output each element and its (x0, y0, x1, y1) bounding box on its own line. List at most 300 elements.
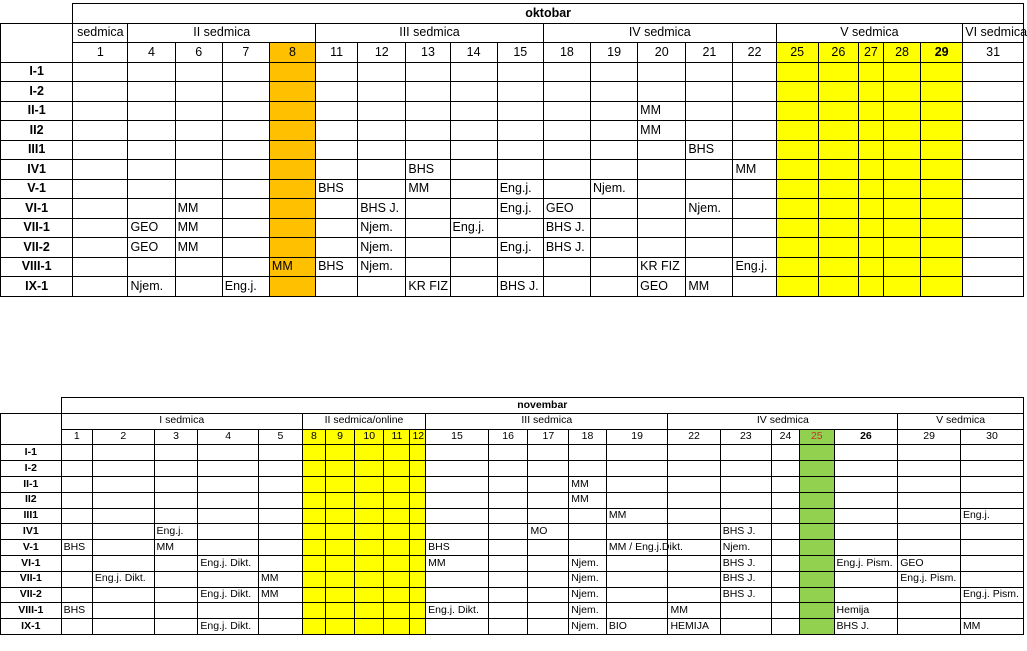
schedule-entry: Eng.j. Dikt. (198, 555, 259, 571)
day-header: 28 (883, 43, 920, 63)
schedule-cell (963, 199, 1024, 219)
class-label: VI-1 (1, 555, 62, 571)
schedule-entry: Eng.j. Dikt. (198, 619, 259, 635)
schedule-cell (384, 445, 410, 461)
day-header: 31 (963, 43, 1024, 63)
schedule-cell (818, 62, 858, 82)
class-row (1, 492, 1024, 508)
schedule-entry: MM (259, 587, 303, 603)
schedule-cell (259, 476, 303, 492)
schedule-cell (771, 619, 799, 635)
day-header: 29 (921, 43, 963, 63)
day-header: 23 (720, 429, 771, 445)
schedule-cell (384, 540, 410, 556)
schedule-cell (355, 492, 384, 508)
schedule-cell (898, 540, 961, 556)
day-header: 4 (198, 429, 259, 445)
schedule-entry: MM (175, 199, 222, 219)
schedule-cell (222, 62, 269, 82)
schedule-cell (175, 121, 222, 141)
class-row (1, 218, 1024, 238)
schedule-cell (222, 140, 269, 160)
schedule-entry: BHS J. (497, 277, 543, 297)
schedule-cell (963, 257, 1024, 277)
schedule-cell (73, 257, 128, 277)
week-header: sedmica (73, 23, 128, 43)
schedule-cell (410, 445, 426, 461)
schedule-cell (450, 257, 497, 277)
schedule-cell (834, 476, 898, 492)
schedule-cell (528, 476, 569, 492)
schedule-cell (61, 619, 92, 635)
class-label: V-1 (1, 540, 62, 556)
schedule-entry: Njem. (569, 603, 607, 619)
schedule-cell (668, 524, 720, 540)
schedule-cell (450, 140, 497, 160)
schedule-cell (488, 445, 528, 461)
schedule-cell (488, 603, 528, 619)
schedule-entry: MM (606, 508, 668, 524)
schedule-cell (883, 82, 920, 102)
day-header: 14 (450, 43, 497, 63)
week-header-row (1, 23, 1024, 43)
schedule-cell (963, 82, 1024, 102)
schedule-cell (73, 199, 128, 219)
class-label: IX-1 (1, 277, 73, 297)
schedule-cell (358, 101, 406, 121)
schedule-cell (355, 603, 384, 619)
schedule-entry: MM (668, 603, 720, 619)
schedule-cell (898, 524, 961, 540)
schedule-cell (73, 101, 128, 121)
schedule-entry: BHS (686, 140, 733, 160)
schedule-cell (883, 160, 920, 180)
schedule-cell (818, 257, 858, 277)
schedule-cell (818, 238, 858, 258)
schedule-cell (92, 461, 154, 477)
schedule-cell (800, 445, 834, 461)
schedule-cell (269, 179, 315, 199)
schedule-cell (222, 82, 269, 102)
schedule-cell (800, 603, 834, 619)
schedule-cell (960, 524, 1023, 540)
schedule-cell (606, 571, 668, 587)
schedule-cell (800, 555, 834, 571)
day-header: 26 (818, 43, 858, 63)
schedule-cell (61, 492, 92, 508)
schedule-cell (776, 160, 818, 180)
schedule-cell (834, 492, 898, 508)
schedule-cell (668, 445, 720, 461)
schedule-cell (154, 619, 198, 635)
schedule-cell (818, 121, 858, 141)
schedule-cell (302, 555, 325, 571)
schedule-cell (858, 199, 883, 219)
schedule-cell (316, 62, 358, 82)
schedule-cell (410, 540, 426, 556)
day-header: 22 (668, 429, 720, 445)
schedule-cell (638, 179, 686, 199)
day-header: 8 (269, 43, 315, 63)
schedule-cell (960, 492, 1023, 508)
schedule-cell (858, 160, 883, 180)
schedule-cell (73, 82, 128, 102)
schedule-cell (325, 540, 354, 556)
schedule-entry: Eng.j. Dikt. (426, 603, 489, 619)
schedule-cell (606, 445, 668, 461)
schedule-cell (384, 492, 410, 508)
schedule-cell (638, 199, 686, 219)
schedule-entry: BHS (316, 257, 358, 277)
schedule-cell (269, 218, 315, 238)
day-header: 24 (771, 429, 799, 445)
schedule-cell (818, 277, 858, 297)
schedule-cell (921, 238, 963, 258)
schedule-cell (668, 492, 720, 508)
schedule-entry: BIO (606, 619, 668, 635)
class-row (1, 238, 1024, 258)
schedule-cell (73, 160, 128, 180)
week-header: V sedmica (776, 23, 963, 43)
schedule-cell (606, 476, 668, 492)
schedule-cell (222, 257, 269, 277)
schedule-cell (198, 476, 259, 492)
schedule-cell (921, 62, 963, 82)
day-header: 29 (898, 429, 961, 445)
schedule-cell (128, 101, 175, 121)
schedule-cell (497, 121, 543, 141)
class-row (1, 603, 1024, 619)
schedule-cell (384, 461, 410, 477)
class-label: V-1 (1, 179, 73, 199)
schedule-cell (175, 179, 222, 199)
day-header: 8 (302, 429, 325, 445)
schedule-cell (61, 461, 92, 477)
class-row (1, 524, 1024, 540)
schedule-cell (858, 101, 883, 121)
schedule-cell (358, 140, 406, 160)
class-label: VI-1 (1, 199, 73, 219)
schedule-entry: KR FIZ (638, 257, 686, 277)
schedule-cell (488, 492, 528, 508)
schedule-entry: Eng.j. Dikt. (198, 587, 259, 603)
class-row (1, 179, 1024, 199)
schedule-entry: MM (406, 179, 450, 199)
schedule-cell (776, 62, 818, 82)
schedule-cell (410, 619, 426, 635)
schedule-entry: MM / Eng.j.Dikt. (606, 540, 668, 556)
schedule-cell (800, 461, 834, 477)
schedule-cell (426, 508, 489, 524)
class-row (1, 160, 1024, 180)
schedule-cell (450, 62, 497, 82)
month-title: oktobar (73, 4, 1024, 24)
schedule-cell (638, 62, 686, 82)
schedule-cell (776, 179, 818, 199)
schedule-cell (302, 587, 325, 603)
schedule-cell (771, 492, 799, 508)
schedule-cell (606, 603, 668, 619)
schedule-cell (92, 555, 154, 571)
day-header: 2 (92, 429, 154, 445)
schedule-entry: MM (175, 218, 222, 238)
schedule-cell (921, 218, 963, 238)
schedule-entry: MM (960, 619, 1023, 635)
schedule-cell (410, 492, 426, 508)
schedule-cell (668, 476, 720, 492)
schedule-cell (686, 218, 733, 238)
schedule-entry: BHS J. (720, 571, 771, 587)
schedule-cell (771, 461, 799, 477)
schedule-cell (128, 257, 175, 277)
week-header: V sedmica (898, 413, 1024, 429)
week-header: III sedmica (426, 413, 668, 429)
schedule-entry: MO (528, 524, 569, 540)
schedule-cell (450, 160, 497, 180)
schedule-cell (384, 476, 410, 492)
schedule-cell (638, 238, 686, 258)
schedule-cell (302, 476, 325, 492)
schedule-cell (960, 445, 1023, 461)
schedule-entry: MM (569, 492, 607, 508)
schedule-cell (92, 508, 154, 524)
week-header: VI sedmica (963, 23, 1024, 43)
schedule-cell (302, 524, 325, 540)
schedule-cell (61, 476, 92, 492)
schedule-entry: MM (259, 571, 303, 587)
schedule-entry: KR FIZ (406, 277, 450, 297)
schedule-cell (528, 571, 569, 587)
schedule-cell (528, 587, 569, 603)
schedule-cell (591, 218, 638, 238)
schedule-cell (858, 140, 883, 160)
schedule-cell (528, 619, 569, 635)
schedule-cell (963, 62, 1024, 82)
week-header: IV sedmica (668, 413, 898, 429)
schedule-entry: Njem. (358, 238, 406, 258)
schedule-cell (355, 461, 384, 477)
class-label: VII-1 (1, 571, 62, 587)
schedule-cell (302, 619, 325, 635)
class-row (1, 277, 1024, 297)
schedule-cell (128, 199, 175, 219)
schedule-cell (175, 140, 222, 160)
schedule-cell (898, 476, 961, 492)
schedule-cell (384, 555, 410, 571)
schedule-cell (426, 445, 489, 461)
schedule-cell (818, 82, 858, 102)
class-label: IX-1 (1, 619, 62, 635)
schedule-cell (606, 524, 668, 540)
class-label: I-1 (1, 62, 73, 82)
schedule-entry: BHS J. (543, 238, 590, 258)
schedule-cell (771, 587, 799, 603)
schedule-cell (668, 461, 720, 477)
schedule-cell (858, 257, 883, 277)
schedule-cell (858, 218, 883, 238)
week-header: II sedmica/online (302, 413, 425, 429)
day-header: 17 (528, 429, 569, 445)
day-header: 27 (858, 43, 883, 63)
schedule-cell (776, 218, 818, 238)
schedule-cell (406, 140, 450, 160)
schedule-cell (733, 101, 776, 121)
day-header: 25 (800, 429, 834, 445)
schedule-cell (384, 587, 410, 603)
schedule-cell (406, 62, 450, 82)
day-header: 18 (569, 429, 607, 445)
schedule-entry: MM (569, 476, 607, 492)
schedule-cell (720, 445, 771, 461)
schedule-cell (488, 571, 528, 587)
schedule-cell (61, 555, 92, 571)
schedule-cell (686, 257, 733, 277)
schedule-cell (606, 492, 668, 508)
schedule-cell (638, 82, 686, 102)
schedule-cell (776, 140, 818, 160)
schedule-entry: Njem. (569, 571, 607, 587)
schedule-cell (686, 121, 733, 141)
schedule-cell (302, 508, 325, 524)
schedule-cell (776, 238, 818, 258)
schedule-cell (960, 461, 1023, 477)
schedule-cell (858, 179, 883, 199)
schedule-cell (198, 571, 259, 587)
schedule-cell (175, 160, 222, 180)
schedule-entry: Njem. (569, 587, 607, 603)
schedule-cell (497, 140, 543, 160)
schedule-cell (410, 555, 426, 571)
schedule-entry: BHS J. (834, 619, 898, 635)
schedule-entry: Eng.j. (450, 218, 497, 238)
schedule-cell (858, 277, 883, 297)
schedule-cell (128, 121, 175, 141)
schedule-cell (384, 524, 410, 540)
schedule-cell (686, 101, 733, 121)
schedule-cell (355, 476, 384, 492)
day-header: 19 (591, 43, 638, 63)
schedule-cell (325, 461, 354, 477)
schedule-cell (325, 603, 354, 619)
schedule-cell (450, 199, 497, 219)
schedule-entry: Eng.j. Pism. (834, 555, 898, 571)
schedule-cell (800, 508, 834, 524)
schedule-cell (488, 461, 528, 477)
schedule-cell (963, 160, 1024, 180)
schedule-cell (198, 508, 259, 524)
schedule-cell (175, 277, 222, 297)
schedule-cell (963, 238, 1024, 258)
schedule-cell (61, 587, 92, 603)
schedule-cell (222, 179, 269, 199)
schedule-cell (668, 555, 720, 571)
schedule-cell (497, 218, 543, 238)
schedule-cell (686, 179, 733, 199)
schedule-cell (883, 238, 920, 258)
schedule-cell (406, 238, 450, 258)
class-row (1, 140, 1024, 160)
corner-cell (1, 413, 62, 445)
day-header: 26 (834, 429, 898, 445)
schedule-cell (61, 508, 92, 524)
schedule-entry: BHS (406, 160, 450, 180)
october-schedule-table (0, 3, 1027, 297)
schedule-cell (591, 160, 638, 180)
schedule-cell (488, 508, 528, 524)
schedule-cell (720, 476, 771, 492)
schedule-entry: Eng.j. (733, 257, 776, 277)
schedule-cell (426, 524, 489, 540)
day-header: 22 (733, 43, 776, 63)
schedule-entry: GEO (543, 199, 590, 219)
schedule-cell (960, 476, 1023, 492)
day-header: 9 (325, 429, 354, 445)
schedule-cell (771, 571, 799, 587)
schedule-cell (316, 121, 358, 141)
schedule-cell (771, 524, 799, 540)
schedule-cell (528, 445, 569, 461)
corner-cell (1, 23, 73, 62)
schedule-cell (528, 555, 569, 571)
class-label: VII-2 (1, 238, 73, 258)
schedule-cell (638, 140, 686, 160)
schedule-cell (316, 140, 358, 160)
schedule-entry: Njem. (358, 257, 406, 277)
schedule-cell (883, 277, 920, 297)
schedule-cell (302, 492, 325, 508)
schedule-cell (834, 445, 898, 461)
schedule-cell (606, 587, 668, 603)
schedule-entry: BHS J. (720, 587, 771, 603)
day-header: 20 (638, 43, 686, 63)
schedule-cell (358, 62, 406, 82)
schedule-cell (686, 62, 733, 82)
schedule-cell (591, 257, 638, 277)
schedule-cell (497, 62, 543, 82)
schedule-cell (591, 199, 638, 219)
schedule-cell (883, 257, 920, 277)
schedule-cell (384, 508, 410, 524)
schedule-cell (302, 445, 325, 461)
schedule-cell (591, 277, 638, 297)
schedule-cell (591, 82, 638, 102)
schedule-cell (776, 199, 818, 219)
day-header-row (1, 429, 1024, 445)
schedule-cell (410, 461, 426, 477)
schedule-entry: MM (426, 555, 489, 571)
schedule-cell (406, 101, 450, 121)
schedule-cell (410, 524, 426, 540)
schedule-cell (355, 445, 384, 461)
schedule-cell (488, 476, 528, 492)
schedule-cell (259, 508, 303, 524)
class-label: III1 (1, 508, 62, 524)
schedule-cell (733, 140, 776, 160)
schedule-entry: BHS (61, 540, 92, 556)
schedule-entry: Eng.j. (497, 199, 543, 219)
schedule-cell (606, 555, 668, 571)
schedule-cell (733, 179, 776, 199)
schedule-cell (898, 492, 961, 508)
schedule-entry: BHS (426, 540, 489, 556)
class-label: VII-1 (1, 218, 73, 238)
schedule-cell (771, 540, 799, 556)
schedule-cell (61, 445, 92, 461)
schedule-entry: BHS J. (720, 555, 771, 571)
schedule-cell (92, 603, 154, 619)
schedule-cell (963, 101, 1024, 121)
schedule-cell (426, 492, 489, 508)
